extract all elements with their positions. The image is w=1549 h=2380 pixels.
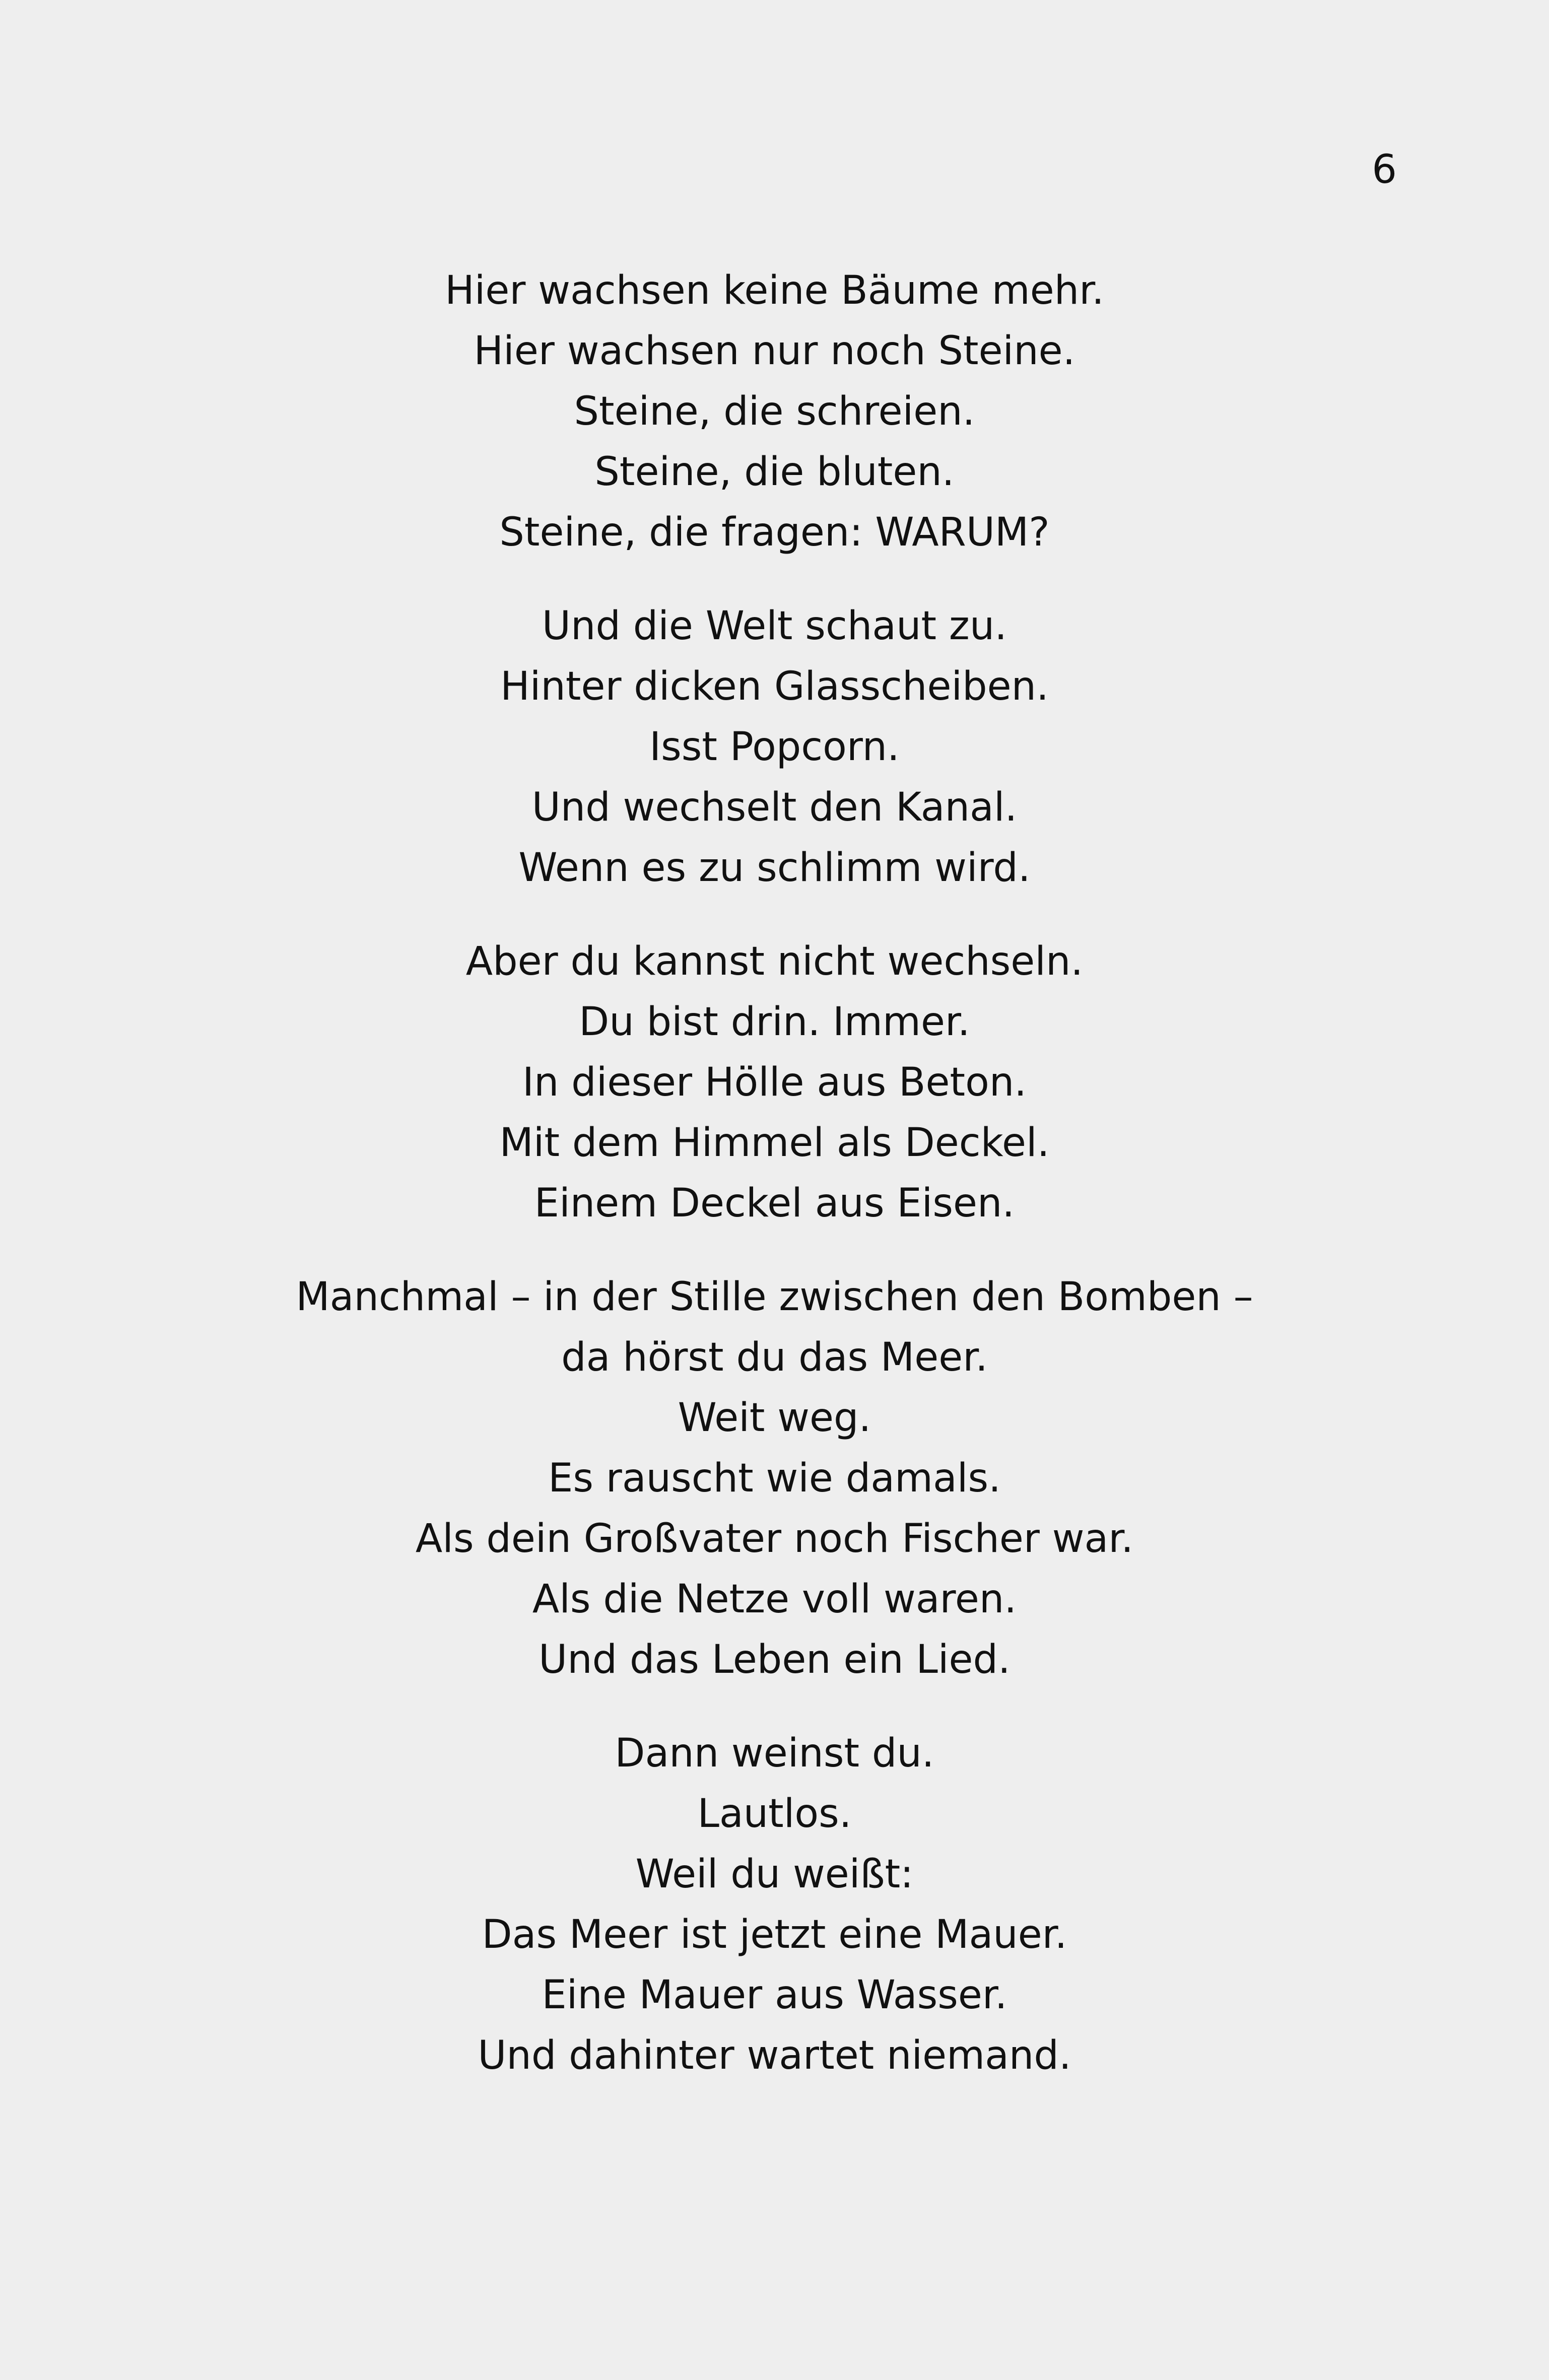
- poem-line: Dann weinst du.: [615, 1731, 934, 1776]
- poem-line: Es rauscht wie damals.: [548, 1456, 1001, 1501]
- page-number: 6: [1372, 147, 1397, 192]
- poem-line: Steine, die schreien.: [574, 389, 975, 434]
- poem-line: Du bist drin. Immer.: [579, 999, 970, 1045]
- poem-line: Und die Welt schaut zu.: [542, 603, 1007, 649]
- poem-line: Als die Netze voll waren.: [532, 1577, 1017, 1622]
- stanza-4: [0, 1267, 1549, 1690]
- poem-line: Und das Leben ein Lied.: [538, 1637, 1011, 1682]
- poem-line: Weit weg.: [678, 1395, 871, 1441]
- poem-line: Aber du kannst nicht wechseln.: [465, 939, 1084, 984]
- poem-line: In dieser Hölle aus Beton.: [522, 1060, 1027, 1105]
- stanza-2: [0, 596, 1549, 898]
- poem-line: da hörst du das Meer.: [561, 1335, 988, 1380]
- stanza-1: [0, 260, 1549, 563]
- poem-line: Mit dem Himmel als Deckel.: [499, 1120, 1050, 1166]
- poem: [0, 260, 1549, 2119]
- stanza-3: [0, 931, 1549, 1234]
- poem-line: Wenn es zu schlimm wird.: [518, 845, 1031, 891]
- poem-line: Eine Mauer aus Wasser.: [542, 1973, 1007, 2018]
- poem-line: Steine, die bluten.: [594, 449, 955, 495]
- poem-line: Das Meer ist jetzt eine Mauer.: [482, 1912, 1067, 1957]
- poem-line: Lautlos.: [697, 1791, 852, 1837]
- poem-line: Und dahinter wartet niemand.: [478, 2033, 1071, 2078]
- poem-line: Und wechselt den Kanal.: [531, 785, 1018, 830]
- stanza-5: [0, 1723, 1549, 2086]
- poem-line: Hier wachsen keine Bäume mehr.: [445, 268, 1104, 313]
- poem-line: Steine, die fragen: WARUM?: [499, 510, 1050, 555]
- poem-line: Als dein Großvater noch Fischer war.: [415, 1516, 1134, 1561]
- poem-line: Manchmal – in der Stille zwischen den Bomben –: [296, 1274, 1253, 1320]
- poem-line: Weil du weißt:: [635, 1852, 914, 1897]
- poem-line: Hinter dicken Glasscheiben.: [500, 664, 1049, 709]
- poem-line: Einem Deckel aus Eisen.: [534, 1181, 1015, 1226]
- poem-line: Isst Popcorn.: [649, 724, 900, 770]
- poem-line: Hier wachsen nur noch Steine.: [474, 328, 1075, 374]
